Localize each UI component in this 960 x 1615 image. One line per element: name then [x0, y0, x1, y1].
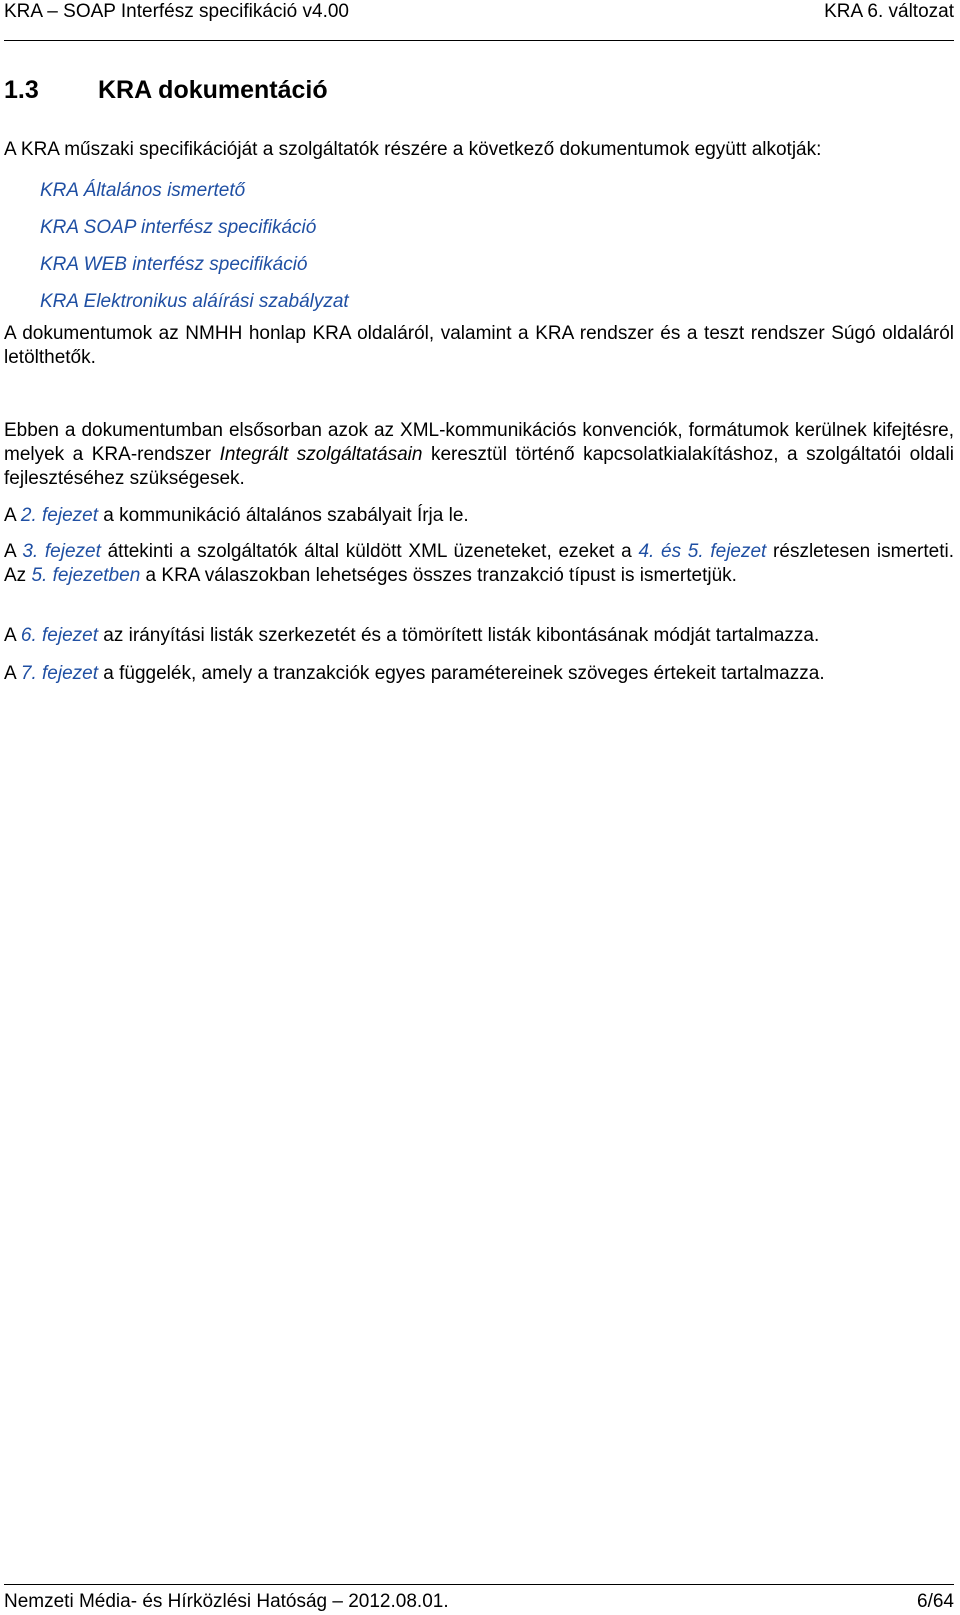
chapter-6-link[interactable]: 6. fejezet: [20, 625, 99, 646]
chapter-3-paragraph: [4, 540, 954, 588]
chapter-7-link[interactable]: 7. fejezet: [20, 663, 99, 684]
availability-paragraph: A dokumentumok az NMHH honlap KRA oldaláról, valamint a KRA rendszer és a teszt rendszer Súgó oldaláról letölthetők.: [4, 323, 954, 368]
chapter-3-text-1: áttekinti a szolgáltatók által küldött XML üzeneteket, ezeket a: [100, 541, 639, 562]
chapter-2-link[interactable]: 2. fejezet: [20, 505, 99, 526]
footer-page-number: 6/64: [917, 1591, 954, 1612]
section-number: 1.3: [4, 76, 39, 104]
chapter-3-text-3: a KRA válaszokban lehetséges összes tranzakció típust is ismertetjük.: [140, 565, 737, 586]
chapter-2-text: a kommunikáció általános szabályait Írja le.: [98, 505, 469, 526]
document-list: [40, 172, 349, 320]
scope-emphasis: Integrált szolgáltatásain: [219, 444, 423, 465]
footer-organization-date: Nemzeti Média- és Hírközlési Hatóság – 2012.08.01.: [4, 1591, 449, 1612]
section-title: KRA dokumentáció: [98, 76, 328, 104]
document-link-signature-policy[interactable]: KRA Elektronikus aláírási szabályzat: [40, 291, 349, 312]
document-link-web[interactable]: KRA WEB interfész specifikáció: [40, 254, 308, 275]
section-heading: [4, 70, 328, 110]
chapter-4-5-link[interactable]: 4. és 5. fejezet: [638, 541, 767, 562]
page-footer: [4, 1584, 954, 1615]
scope-paragraph: [4, 419, 954, 491]
scope-text-before: Ebben a dokumentumban elsősorban azok az XML-kommunikációs konvenciók, formátumok kerülnek kifejtésre, melyek a KRA-rendszer: [4, 420, 954, 465]
document-link-soap[interactable]: KRA SOAP interfész specifikáció: [40, 217, 317, 238]
document-link-general[interactable]: KRA Általános ismertető: [40, 180, 246, 201]
chapter-3-prefix: A: [4, 541, 23, 562]
chapter-7-paragraph: [4, 662, 954, 686]
intro-paragraph: A KRA műszaki specifikációját a szolgáltatók részére a következő dokumentumok együtt alkotják:: [4, 139, 822, 160]
chapter-5-link[interactable]: 5. fejezetben: [31, 565, 141, 586]
chapter-7-text: a függelék, amely a tranzakciók egyes paramétereinek szöveges értekeit tartalmazza.: [98, 663, 825, 684]
scope-text-after: keresztül történő kapcsolatkialakításhoz, a szolgáltatói oldali fejlesztéséhez szükségesek.: [4, 444, 954, 489]
chapter-6-text: az irányítási listák szerkezetét és a tömörített listák kibontásának módját tartalmazza.: [98, 625, 820, 646]
chapter-3-text-2: részletesen ismerteti. Az: [4, 541, 954, 586]
chapter-6-prefix: A: [4, 625, 21, 646]
header-version: KRA 6. változat: [824, 1, 954, 22]
chapter-6-paragraph: [4, 624, 954, 648]
chapter-2-prefix: A: [4, 505, 21, 526]
chapter-7-prefix: A: [4, 663, 21, 684]
chapter-3-link[interactable]: 3. fejezet: [22, 541, 101, 562]
page-header: [4, 0, 954, 41]
header-document-title: KRA – SOAP Interfész specifikáció v4.00: [4, 1, 349, 22]
chapter-2-paragraph: [4, 504, 954, 528]
